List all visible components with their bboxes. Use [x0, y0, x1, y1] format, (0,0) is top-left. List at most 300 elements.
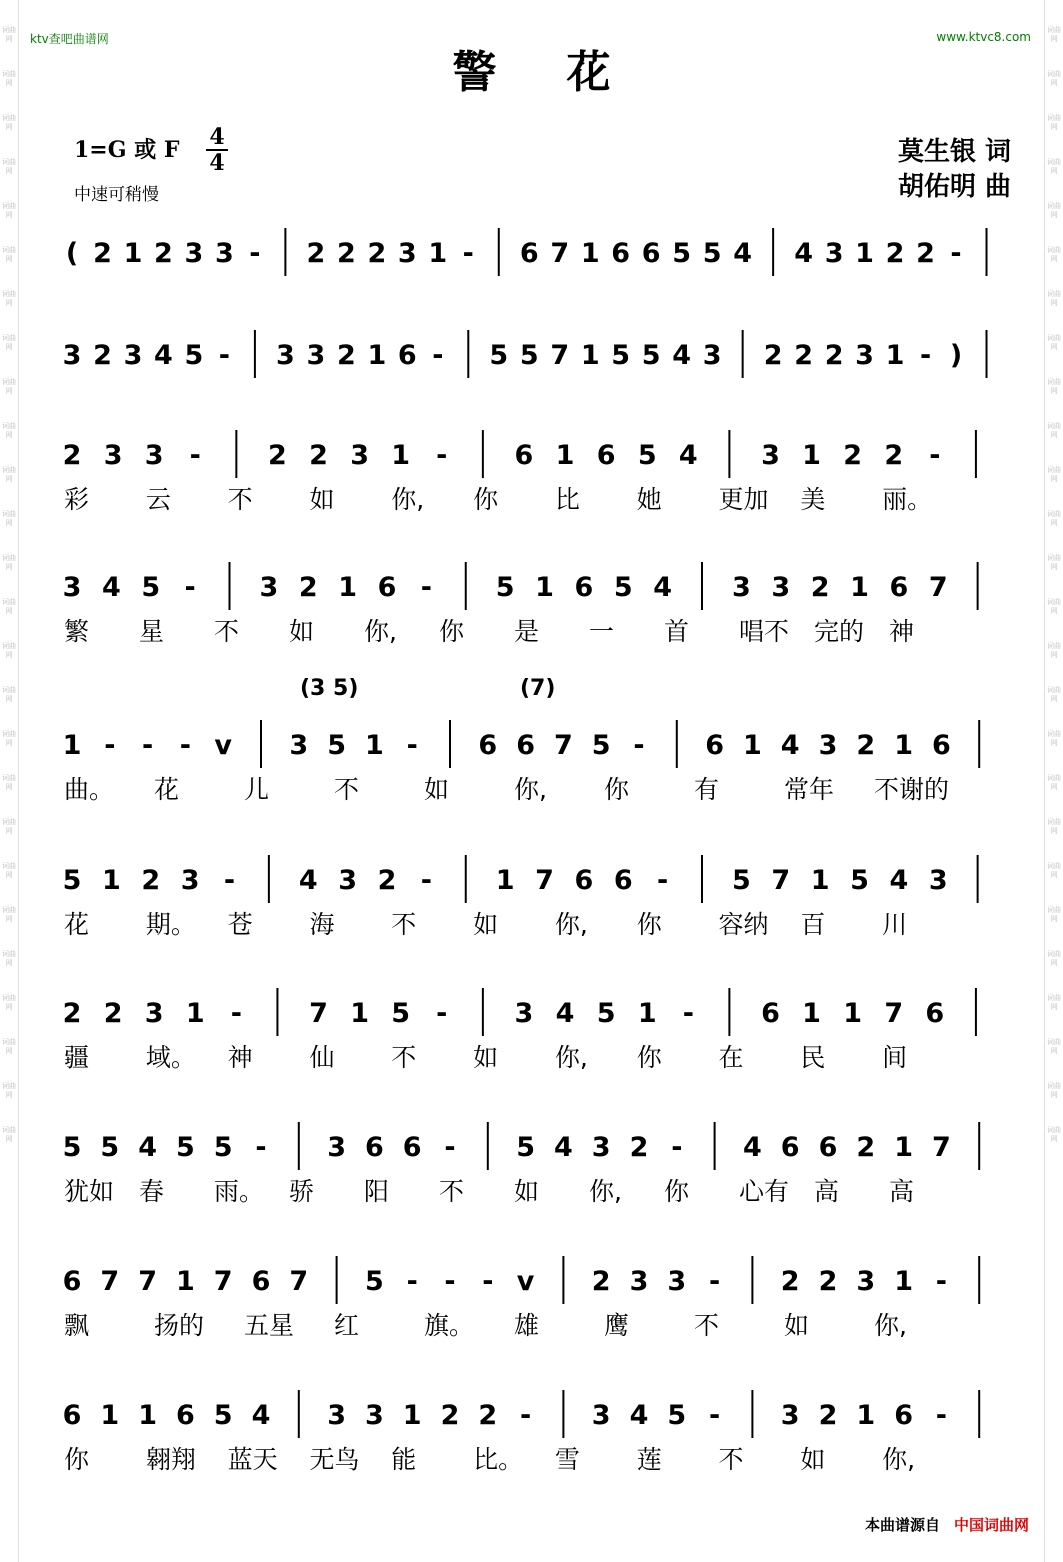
note: 4	[154, 340, 173, 371]
lyric-syllable: 不	[334, 775, 360, 804]
note: )	[949, 340, 963, 371]
edge-watermark-text: 词曲网	[1047, 70, 1061, 87]
note: 3	[103, 440, 123, 471]
note-dash: -	[519, 1400, 532, 1431]
note: 6	[516, 730, 535, 761]
lyric-syllable: 雄	[514, 1311, 540, 1340]
note: 2	[309, 440, 328, 471]
note: 2	[856, 1132, 876, 1163]
note-dash: -	[444, 1132, 456, 1163]
lyrics-line	[60, 770, 1020, 810]
lyric-syllable: 如	[424, 775, 450, 804]
note: 2	[763, 340, 783, 371]
note: 6	[925, 998, 945, 1029]
edge-watermark-text: 词曲网	[2, 994, 16, 1011]
note: 7	[928, 572, 948, 603]
note: 4	[298, 865, 318, 896]
lyric-syllable: 翱翔	[145, 1445, 196, 1474]
note: 2	[298, 572, 318, 603]
note: 3	[591, 1400, 611, 1431]
note: 1	[365, 730, 384, 761]
tempo-marking: 中速可稍慢	[74, 185, 159, 205]
lyric-syllable: 不	[718, 1445, 744, 1474]
edge-watermark-text: 词曲网	[1047, 686, 1061, 703]
note: 7	[138, 1266, 157, 1297]
edge-watermark-text: 词曲网	[2, 950, 16, 967]
note: 3	[289, 730, 309, 761]
lyric-syllable: 苍	[227, 910, 253, 939]
note: 5	[702, 238, 722, 269]
lyrics-line	[60, 1038, 1020, 1078]
note: 1	[810, 865, 830, 896]
note: 5	[184, 340, 204, 371]
note: 2	[916, 238, 935, 269]
edge-watermark-text: 词曲网	[1047, 510, 1061, 527]
note: 3	[350, 440, 370, 471]
note-dash: -	[420, 865, 432, 896]
note-dash: -	[462, 238, 474, 269]
notes-svg	[60, 228, 1020, 288]
note: 7	[884, 998, 904, 1029]
site-left-label[interactable]: ktv查吧曲谱网	[30, 32, 109, 46]
note: 3	[856, 1266, 876, 1297]
edge-watermark-text: 词曲网	[2, 422, 16, 439]
note: 2	[885, 238, 905, 269]
note: 5	[850, 865, 869, 896]
site-right-label[interactable]: www.ktvc8.com	[936, 30, 1031, 44]
note: 5	[62, 1132, 82, 1163]
note: 3	[123, 340, 143, 371]
note: 1	[100, 1400, 120, 1431]
note-dash: -	[671, 1132, 683, 1163]
note-dash: -	[436, 440, 448, 471]
edge-watermark-text: 词曲网	[2, 334, 16, 351]
edge-watermark-text: 词曲网	[2, 730, 16, 747]
lyric-syllable: 不	[391, 1043, 417, 1072]
note: 1	[535, 572, 554, 603]
source-label: 本曲谱源自	[864, 1516, 940, 1534]
note: 6	[251, 1266, 271, 1297]
lyric-syllable: 海	[309, 910, 335, 939]
edge-watermark-text: 词曲网	[2, 906, 16, 923]
lyric-syllable: 春	[139, 1177, 165, 1206]
lyric-syllable: 扬的	[154, 1311, 205, 1340]
note-dash: -	[255, 1132, 267, 1163]
note: 1	[123, 238, 143, 269]
note: 5	[591, 730, 611, 761]
note: 5	[516, 1132, 535, 1163]
left-watermark-strip	[0, 0, 19, 1562]
note: 2	[884, 440, 904, 471]
note: 2	[818, 1266, 838, 1297]
note: 4	[780, 730, 800, 761]
edge-watermark-text: 词曲网	[1047, 466, 1061, 483]
lyric-syllable: 你,	[554, 910, 588, 939]
note: 6	[611, 238, 631, 269]
note: 4	[678, 440, 698, 471]
right-watermark-strip	[1044, 0, 1063, 1562]
lyric-syllable: 你	[636, 910, 662, 939]
lyric-syllable: 你	[64, 1445, 90, 1474]
lyric-syllable: 蓝天	[227, 1445, 278, 1474]
edge-watermark-text: 词曲网	[2, 70, 16, 87]
note: 3	[306, 340, 326, 371]
edge-watermark-text: 词曲网	[1047, 158, 1061, 175]
note: 2	[843, 440, 863, 471]
note: 6	[761, 998, 780, 1029]
edge-watermark-text: 词曲网	[1047, 818, 1061, 835]
notes-line	[60, 228, 1020, 288]
note: 1	[350, 998, 370, 1029]
lyric-syllable: 是	[514, 617, 540, 646]
lyric-syllable: 彩	[64, 485, 90, 514]
note-dash: -	[708, 1266, 721, 1297]
note: 5	[213, 1132, 233, 1163]
note: 1	[138, 1400, 157, 1431]
note: 5	[667, 1400, 687, 1431]
note: 4	[889, 865, 909, 896]
note: 2	[93, 238, 112, 269]
edge-watermark-text: 词曲网	[2, 378, 16, 395]
note: 5	[327, 730, 346, 761]
note: 1	[802, 998, 821, 1029]
note: 2	[62, 998, 82, 1029]
note: 2	[810, 572, 830, 603]
note: 5	[637, 440, 657, 471]
edge-watermark-text: 词曲网	[2, 554, 16, 571]
note: 1	[495, 865, 515, 896]
edge-watermark-text: 词曲网	[1047, 422, 1061, 439]
note: 3	[731, 572, 751, 603]
lyrics-line	[60, 480, 1020, 520]
note: 5	[519, 340, 539, 371]
note: 2	[62, 440, 82, 471]
edge-watermark-text: 词曲网	[1047, 862, 1061, 879]
composer-credit: 胡佑明 曲	[897, 172, 1011, 202]
note: 6	[478, 730, 498, 761]
note: 2	[93, 340, 112, 371]
note: 3	[667, 1266, 687, 1297]
note: 6	[377, 572, 397, 603]
note: 1	[555, 440, 575, 471]
note: 6	[780, 1132, 800, 1163]
lyric-syllable: 不	[439, 1177, 465, 1206]
note: 5	[391, 998, 411, 1029]
lyrics-line	[60, 1440, 1020, 1480]
edge-watermark-text: 词曲网	[1047, 26, 1061, 43]
note: 4	[794, 238, 814, 269]
note: 1	[402, 1400, 422, 1431]
note-dash: -	[935, 1400, 948, 1431]
note-dash: -	[432, 340, 444, 371]
note: 1	[843, 998, 863, 1029]
note: 3	[397, 238, 417, 269]
note: (	[65, 238, 79, 269]
note: 2	[268, 440, 287, 471]
note: 5	[141, 572, 161, 603]
edge-watermark-text: 词曲网	[1047, 554, 1061, 571]
note-dash: -	[406, 730, 418, 761]
lyric-syllable: 星	[139, 617, 165, 646]
note: 3	[62, 340, 82, 371]
lyric-syllable: 期。	[145, 910, 196, 939]
lyric-syllable: 曲。	[64, 775, 115, 804]
lyric-syllable: 川	[882, 910, 908, 939]
lyric-syllable: 民	[800, 1043, 826, 1072]
note: 6	[596, 440, 616, 471]
edge-watermark-text: 词曲网	[2, 246, 16, 263]
edge-watermark-text: 词曲网	[1047, 1082, 1061, 1099]
note-dash: -	[189, 440, 201, 471]
note-dash: -	[657, 865, 669, 896]
note: 3	[184, 238, 204, 269]
note: 3	[514, 998, 534, 1029]
lyric-syllable: 你,	[882, 1445, 916, 1474]
lyric-syllable: 如	[514, 1177, 540, 1206]
note: 2	[367, 238, 387, 269]
lyric-syllable: 容纳	[718, 910, 769, 939]
lyric-syllable: 她	[636, 485, 662, 514]
edge-watermark-text: 词曲网	[1047, 246, 1061, 263]
note: 5	[176, 1132, 195, 1163]
note: 6	[818, 1132, 838, 1163]
lyric-syllable: 你,	[364, 617, 397, 646]
lyric-syllable: 旗。	[424, 1311, 475, 1340]
note-dash: -	[482, 1266, 494, 1297]
note: 6	[176, 1400, 195, 1431]
edge-watermark-text: 词曲网	[2, 114, 16, 131]
edge-watermark-text: 词曲网	[1047, 906, 1061, 923]
note: 2	[306, 238, 326, 269]
note: 4	[743, 1132, 762, 1163]
note: 7	[535, 865, 554, 896]
note: 5	[611, 340, 631, 371]
note-dash: -	[935, 1266, 948, 1297]
edge-watermark-text: 词曲网	[2, 158, 16, 175]
note: 6	[574, 865, 594, 896]
note: 4	[251, 1400, 271, 1431]
note: 2	[141, 865, 161, 896]
note: 2	[629, 1132, 649, 1163]
time-signature-denominator: 4	[209, 150, 225, 176]
note: 2	[336, 340, 356, 371]
lyric-syllable: 不	[391, 910, 417, 939]
lyric-syllable: 雪	[554, 1445, 580, 1474]
song-title: 警花	[452, 47, 681, 98]
lyric-syllable: 你	[439, 617, 465, 646]
note: 3	[824, 238, 844, 269]
lyric-syllable: 无鸟	[309, 1445, 360, 1474]
note: 2	[154, 238, 173, 269]
note: 5	[731, 865, 751, 896]
note: 1	[101, 865, 121, 896]
lyric-syllable: 云	[145, 485, 171, 514]
edge-watermark-text: 词曲网	[1047, 114, 1061, 131]
note: 7	[289, 1266, 309, 1297]
time-signature-numerator: 4	[209, 124, 225, 150]
lyric-syllable: 你	[636, 1043, 662, 1072]
source-site-link[interactable]: 中国词曲网	[953, 1516, 1029, 1534]
note: 1	[855, 238, 874, 269]
note: 2	[440, 1400, 460, 1431]
lyric-syllable: 红	[334, 1311, 360, 1340]
note: 7	[554, 730, 573, 761]
note: 6	[62, 1266, 82, 1297]
note: 1	[580, 340, 600, 371]
note-dash: -	[218, 340, 231, 371]
lyric-syllable: 丽。	[882, 485, 933, 514]
lyric-syllable: 比	[554, 485, 580, 514]
note: 2	[794, 340, 814, 371]
edge-watermark-text: 词曲网	[2, 1082, 16, 1099]
edge-watermark-text: 词曲网	[1047, 1038, 1061, 1055]
note: 6	[889, 572, 909, 603]
note-dash: -	[184, 572, 196, 603]
note: 5	[365, 1266, 384, 1297]
edge-watermark-text: 词曲网	[1047, 378, 1061, 395]
note: 6	[932, 730, 951, 761]
lyric-syllable: 如	[309, 485, 335, 514]
notes-svg	[60, 330, 1020, 390]
lyric-syllable: 阳	[364, 1177, 390, 1206]
note: 1	[338, 572, 358, 603]
edge-watermark-text: 词曲网	[1047, 950, 1061, 967]
lyrics-line	[60, 1172, 1020, 1212]
note-dash: -	[950, 238, 962, 269]
lyric-syllable: 莲	[636, 1445, 662, 1474]
note: 1	[894, 1132, 913, 1163]
edge-watermark-text: 词曲网	[2, 26, 16, 43]
note: 7	[550, 340, 570, 371]
note-dash: -	[230, 998, 242, 1029]
note: 6	[894, 1400, 913, 1431]
note: 5	[672, 238, 692, 269]
edge-watermark-text: 词曲网	[1047, 642, 1061, 659]
lyric-syllable: 你,	[874, 1311, 907, 1340]
note: 2	[856, 730, 876, 761]
note: 3	[818, 730, 838, 761]
note: 3	[215, 238, 234, 269]
note-dash: -	[633, 730, 645, 761]
lyric-syllable: 比。	[473, 1445, 524, 1474]
lyric-syllable: 在	[718, 1043, 744, 1072]
note: 6	[613, 865, 633, 896]
note: 3	[275, 340, 295, 371]
note: 6	[519, 238, 539, 269]
note: 5	[489, 340, 509, 371]
lyric-syllable: 仙	[309, 1043, 335, 1072]
edge-watermark-text: 词曲网	[1047, 202, 1061, 219]
note: 1	[802, 440, 821, 471]
note: 5	[213, 1400, 233, 1431]
note-dash: -	[223, 865, 236, 896]
note: 1	[62, 730, 82, 761]
note: 1	[428, 238, 448, 269]
note: 7	[213, 1266, 233, 1297]
lyrics-line	[60, 905, 1020, 945]
lyric-syllable: 如	[800, 1445, 826, 1474]
note-dash: -	[104, 730, 116, 761]
note: 6	[62, 1400, 82, 1431]
note: 3	[365, 1400, 384, 1431]
note: 3	[702, 340, 722, 371]
lyricist-credit: 莫生银 词	[897, 137, 1011, 167]
lyric-syllable: 如	[473, 910, 499, 939]
note: 4	[138, 1132, 157, 1163]
note: 2	[591, 1266, 611, 1297]
note: 1	[856, 1400, 876, 1431]
note: 3	[780, 1400, 800, 1431]
time-signature	[206, 125, 228, 175]
edge-watermark-text: 词曲网	[2, 686, 16, 703]
lyric-syllable: 疆	[64, 1043, 90, 1072]
note: 6	[705, 730, 724, 761]
edge-watermark-text: 词曲网	[2, 466, 16, 483]
lyric-syllable: 不谢的	[874, 775, 950, 804]
note: 4	[629, 1400, 649, 1431]
lyric-syllable: 更加	[718, 485, 769, 514]
note: 5	[62, 865, 82, 896]
lyric-syllable: 不	[214, 617, 240, 646]
lyrics-line	[60, 612, 1020, 652]
lyric-syllable: 一	[589, 617, 615, 646]
note: 6	[402, 1132, 422, 1163]
lyric-syllable: 飘	[64, 1311, 90, 1340]
note: 2	[103, 998, 123, 1029]
edge-watermark-text: 词曲网	[1047, 994, 1061, 1011]
note: 5	[613, 572, 633, 603]
lyric-syllable: 鹰	[604, 1311, 630, 1340]
note: 1	[743, 730, 762, 761]
lyric-syllable: 五星	[244, 1311, 295, 1340]
edge-watermark-text: 词曲网	[2, 818, 16, 835]
lyric-syllable: 骄	[289, 1177, 315, 1206]
note: 5	[495, 572, 515, 603]
note: 4	[653, 572, 673, 603]
note: 2	[336, 238, 356, 269]
note-dash: -	[406, 1266, 418, 1297]
note: 3	[180, 865, 200, 896]
note: 6	[514, 440, 534, 471]
notes-line	[60, 330, 1020, 390]
lyric-syllable: 繁	[64, 617, 90, 646]
edge-watermark-text: 词曲网	[1047, 1126, 1061, 1143]
lyric-syllable: 花	[64, 910, 90, 939]
breath-mark: v	[516, 1266, 535, 1297]
note: 1	[367, 340, 387, 371]
edge-watermark-text: 词曲网	[1047, 730, 1061, 747]
note: 7	[771, 865, 791, 896]
note: 1	[894, 1266, 913, 1297]
lyric-syllable: 常年	[784, 775, 835, 804]
note: 6	[641, 238, 661, 269]
note: 5	[596, 998, 616, 1029]
note-dash: -	[919, 340, 932, 371]
edge-watermark-text: 词曲网	[2, 642, 16, 659]
lyric-syllable: 如	[473, 1043, 499, 1072]
note-dash: -	[929, 440, 941, 471]
lyric-syllable: 百	[800, 910, 826, 939]
lyric-syllable: 有	[694, 775, 720, 804]
lyric-syllable: 犹如	[64, 1177, 115, 1206]
note: 3	[591, 1132, 611, 1163]
note: 1	[580, 238, 600, 269]
note: 3	[327, 1400, 346, 1431]
note: 3	[144, 440, 164, 471]
note: 2	[824, 340, 844, 371]
alt-notes: (7)	[520, 676, 556, 701]
note-dash: -	[708, 1400, 721, 1431]
